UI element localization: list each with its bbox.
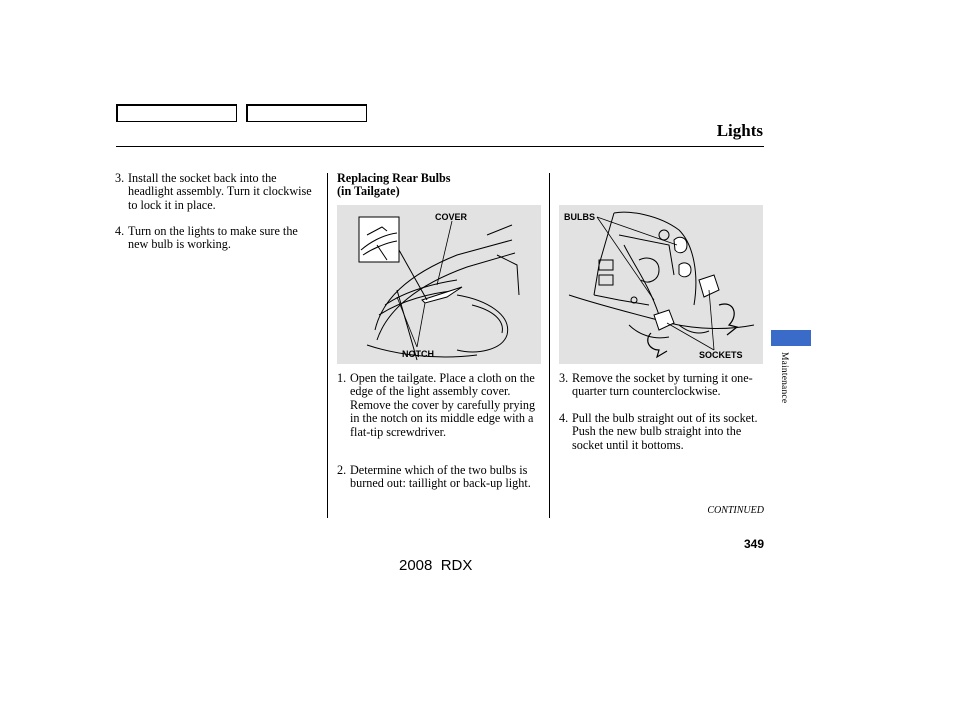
step-number: 1.: [337, 371, 347, 385]
right-step-3: [559, 372, 769, 399]
left-step-4: [115, 225, 315, 252]
step-text: Open the tailgate. Place a cloth on the edge of the light assembly cover. Remove the cover by carefully prying in the notch on its middle edge with a flat-tip screwdriver.: [350, 371, 536, 439]
nav-box-2[interactable]: [246, 104, 367, 122]
left-step-3: [115, 172, 315, 212]
section-heading-line-2: (in Tailgate): [337, 184, 400, 198]
step-number: 3.: [115, 171, 125, 185]
step-number: 2.: [337, 463, 347, 477]
mid-step-2: [337, 464, 542, 491]
bulbs-label: BULBS: [564, 212, 595, 222]
step-number: 4.: [559, 411, 569, 425]
continued-label: CONTINUED: [707, 505, 764, 516]
title-rule: [116, 146, 764, 147]
section-tab[interactable]: [771, 330, 811, 346]
step-text: Pull the bulb straight out of its socket. Push the new bulb straight into the socket until it bottoms.: [572, 411, 758, 452]
step-text: Determine which of the two bulbs is burned out: taillight or back-up light.: [350, 463, 531, 491]
mid-step-1: [337, 372, 542, 439]
page-number: 349: [743, 537, 764, 551]
section-heading-line-1: Replacing Rear Bulbs: [337, 171, 451, 185]
cover-label: COVER: [435, 212, 468, 222]
step-text: Remove the socket by turning it one-quarter turn counterclockwise.: [572, 371, 753, 399]
tailgate-cover-illustration: [337, 205, 541, 364]
bulbs-sockets-illustration: [559, 205, 763, 364]
page-title: Lights: [716, 121, 763, 140]
tailgate-cover-drawing: [337, 205, 541, 364]
nav-box-1[interactable]: [116, 104, 237, 122]
section-tab-label: Maintenance: [779, 352, 789, 404]
step-text: Turn on the lights to make sure the new bulb is working.: [128, 224, 298, 252]
notch-label: NOTCH: [402, 349, 434, 359]
step-text: Install the socket back into the headlight assembly. Turn it clockwise to lock it in place.: [128, 171, 312, 212]
step-number: 4.: [115, 224, 125, 238]
step-number: 3.: [559, 371, 569, 385]
column-divider-1: [327, 173, 328, 518]
section-heading: [337, 172, 451, 198]
right-step-4: [559, 412, 769, 452]
sockets-label: SOCKETS: [699, 350, 743, 360]
bulbs-sockets-drawing: [559, 205, 763, 364]
column-divider-2: [549, 173, 550, 518]
footer-model: 2008 RDX: [399, 557, 473, 574]
